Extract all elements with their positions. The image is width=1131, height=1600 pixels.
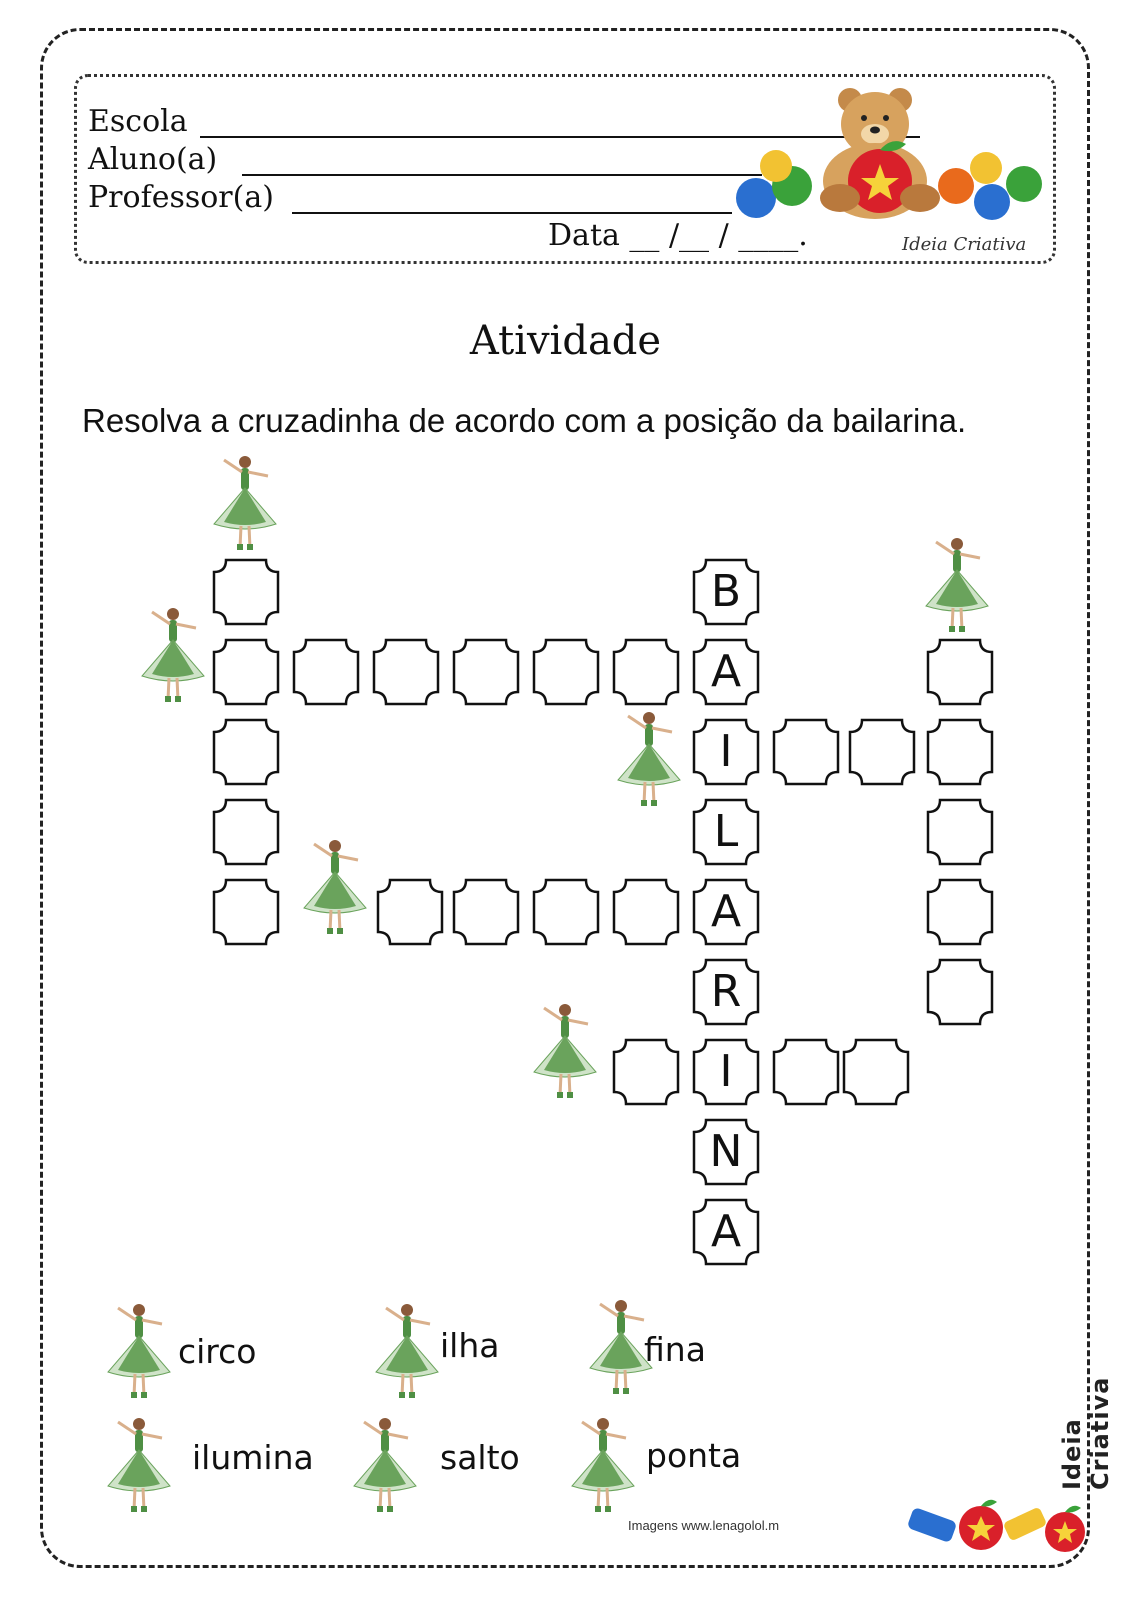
word-circo: circo — [178, 1332, 257, 1371]
answer-cell[interactable] — [212, 718, 280, 786]
bailarina-letter-cell — [692, 798, 760, 866]
answer-cell[interactable] — [376, 878, 444, 946]
teddy-bear-icon — [730, 86, 1048, 236]
ballerina-icon — [372, 1300, 442, 1400]
word-salto: salto — [440, 1438, 520, 1477]
word-ilumina: ilumina — [192, 1438, 314, 1477]
ballerina-icon — [350, 1414, 420, 1514]
answer-cell[interactable] — [452, 638, 520, 706]
answer-cell[interactable] — [842, 1038, 910, 1106]
bailarina-letter-cell — [692, 958, 760, 1026]
answer-cell[interactable] — [612, 1038, 680, 1106]
professor-label: Professor(a) — [88, 180, 274, 215]
bailarina-letter-cell — [692, 638, 760, 706]
bailarina-letter-cell — [692, 1038, 760, 1106]
bailarina-letter-cell — [692, 718, 760, 786]
page-title: Atividade — [469, 318, 662, 364]
word-fina: fina — [644, 1330, 706, 1369]
grid-letter: L — [713, 806, 739, 857]
ballerina-icon — [210, 452, 280, 552]
answer-cell[interactable] — [212, 878, 280, 946]
image-credit: Imagens www.lenagolol.m — [628, 1518, 780, 1533]
grid-letter: R — [710, 966, 742, 1017]
brand-small-label: Ideia Criativa — [902, 234, 1027, 255]
answer-cell[interactable] — [926, 798, 994, 866]
ballerina-icon — [138, 604, 208, 704]
date-field[interactable]: Data __ /__ / ____. — [548, 218, 808, 253]
answer-cell[interactable] — [926, 878, 994, 946]
ballerina-icon — [104, 1414, 174, 1514]
bailarina-letter-cell — [692, 558, 760, 626]
answer-cell[interactable] — [212, 798, 280, 866]
grid-letter: A — [710, 646, 742, 697]
word-ilha: ilha — [440, 1326, 500, 1365]
ballerina-icon — [614, 708, 684, 808]
answer-cell[interactable] — [848, 718, 916, 786]
grid-letter: A — [710, 886, 742, 937]
answer-cell[interactable] — [292, 638, 360, 706]
answer-cell[interactable] — [212, 558, 280, 626]
grid-letter: I — [719, 1046, 733, 1097]
answer-cell[interactable] — [212, 638, 280, 706]
grid-letter: I — [719, 726, 733, 777]
grid-letter: A — [710, 1206, 742, 1257]
answer-cell[interactable] — [926, 718, 994, 786]
crayons-apples-icon — [905, 1492, 1095, 1562]
answer-cell[interactable] — [532, 878, 600, 946]
answer-cell[interactable] — [926, 958, 994, 1026]
grid-letter: N — [709, 1126, 743, 1177]
ballerina-icon — [530, 1000, 600, 1100]
answer-cell[interactable] — [926, 638, 994, 706]
bailarina-letter-cell — [692, 878, 760, 946]
bailarina-letter-cell — [692, 1198, 760, 1266]
answer-cell[interactable] — [772, 1038, 840, 1106]
professor-line[interactable] — [292, 212, 732, 214]
answer-cell[interactable] — [532, 638, 600, 706]
ballerina-icon — [922, 534, 992, 634]
bailarina-letter-cell — [692, 1118, 760, 1186]
answer-cell[interactable] — [612, 878, 680, 946]
ballerina-icon — [300, 836, 370, 936]
ballerina-icon — [568, 1414, 638, 1514]
aluno-line[interactable] — [242, 174, 762, 176]
answer-cell[interactable] — [772, 718, 840, 786]
grid-letter: B — [710, 566, 742, 617]
aluno-label: Aluno(a) — [88, 142, 218, 177]
ballerina-icon — [104, 1300, 174, 1400]
answer-cell[interactable] — [372, 638, 440, 706]
brand-vertical-label: Ideia Criativa — [1058, 1376, 1114, 1490]
word-ponta: ponta — [646, 1436, 742, 1475]
answer-cell[interactable] — [452, 878, 520, 946]
instruction-text: Resolva a cruzadinha de acordo com a posição da bailarina. — [82, 402, 967, 439]
answer-cell[interactable] — [612, 638, 680, 706]
escola-label: Escola — [88, 104, 188, 139]
